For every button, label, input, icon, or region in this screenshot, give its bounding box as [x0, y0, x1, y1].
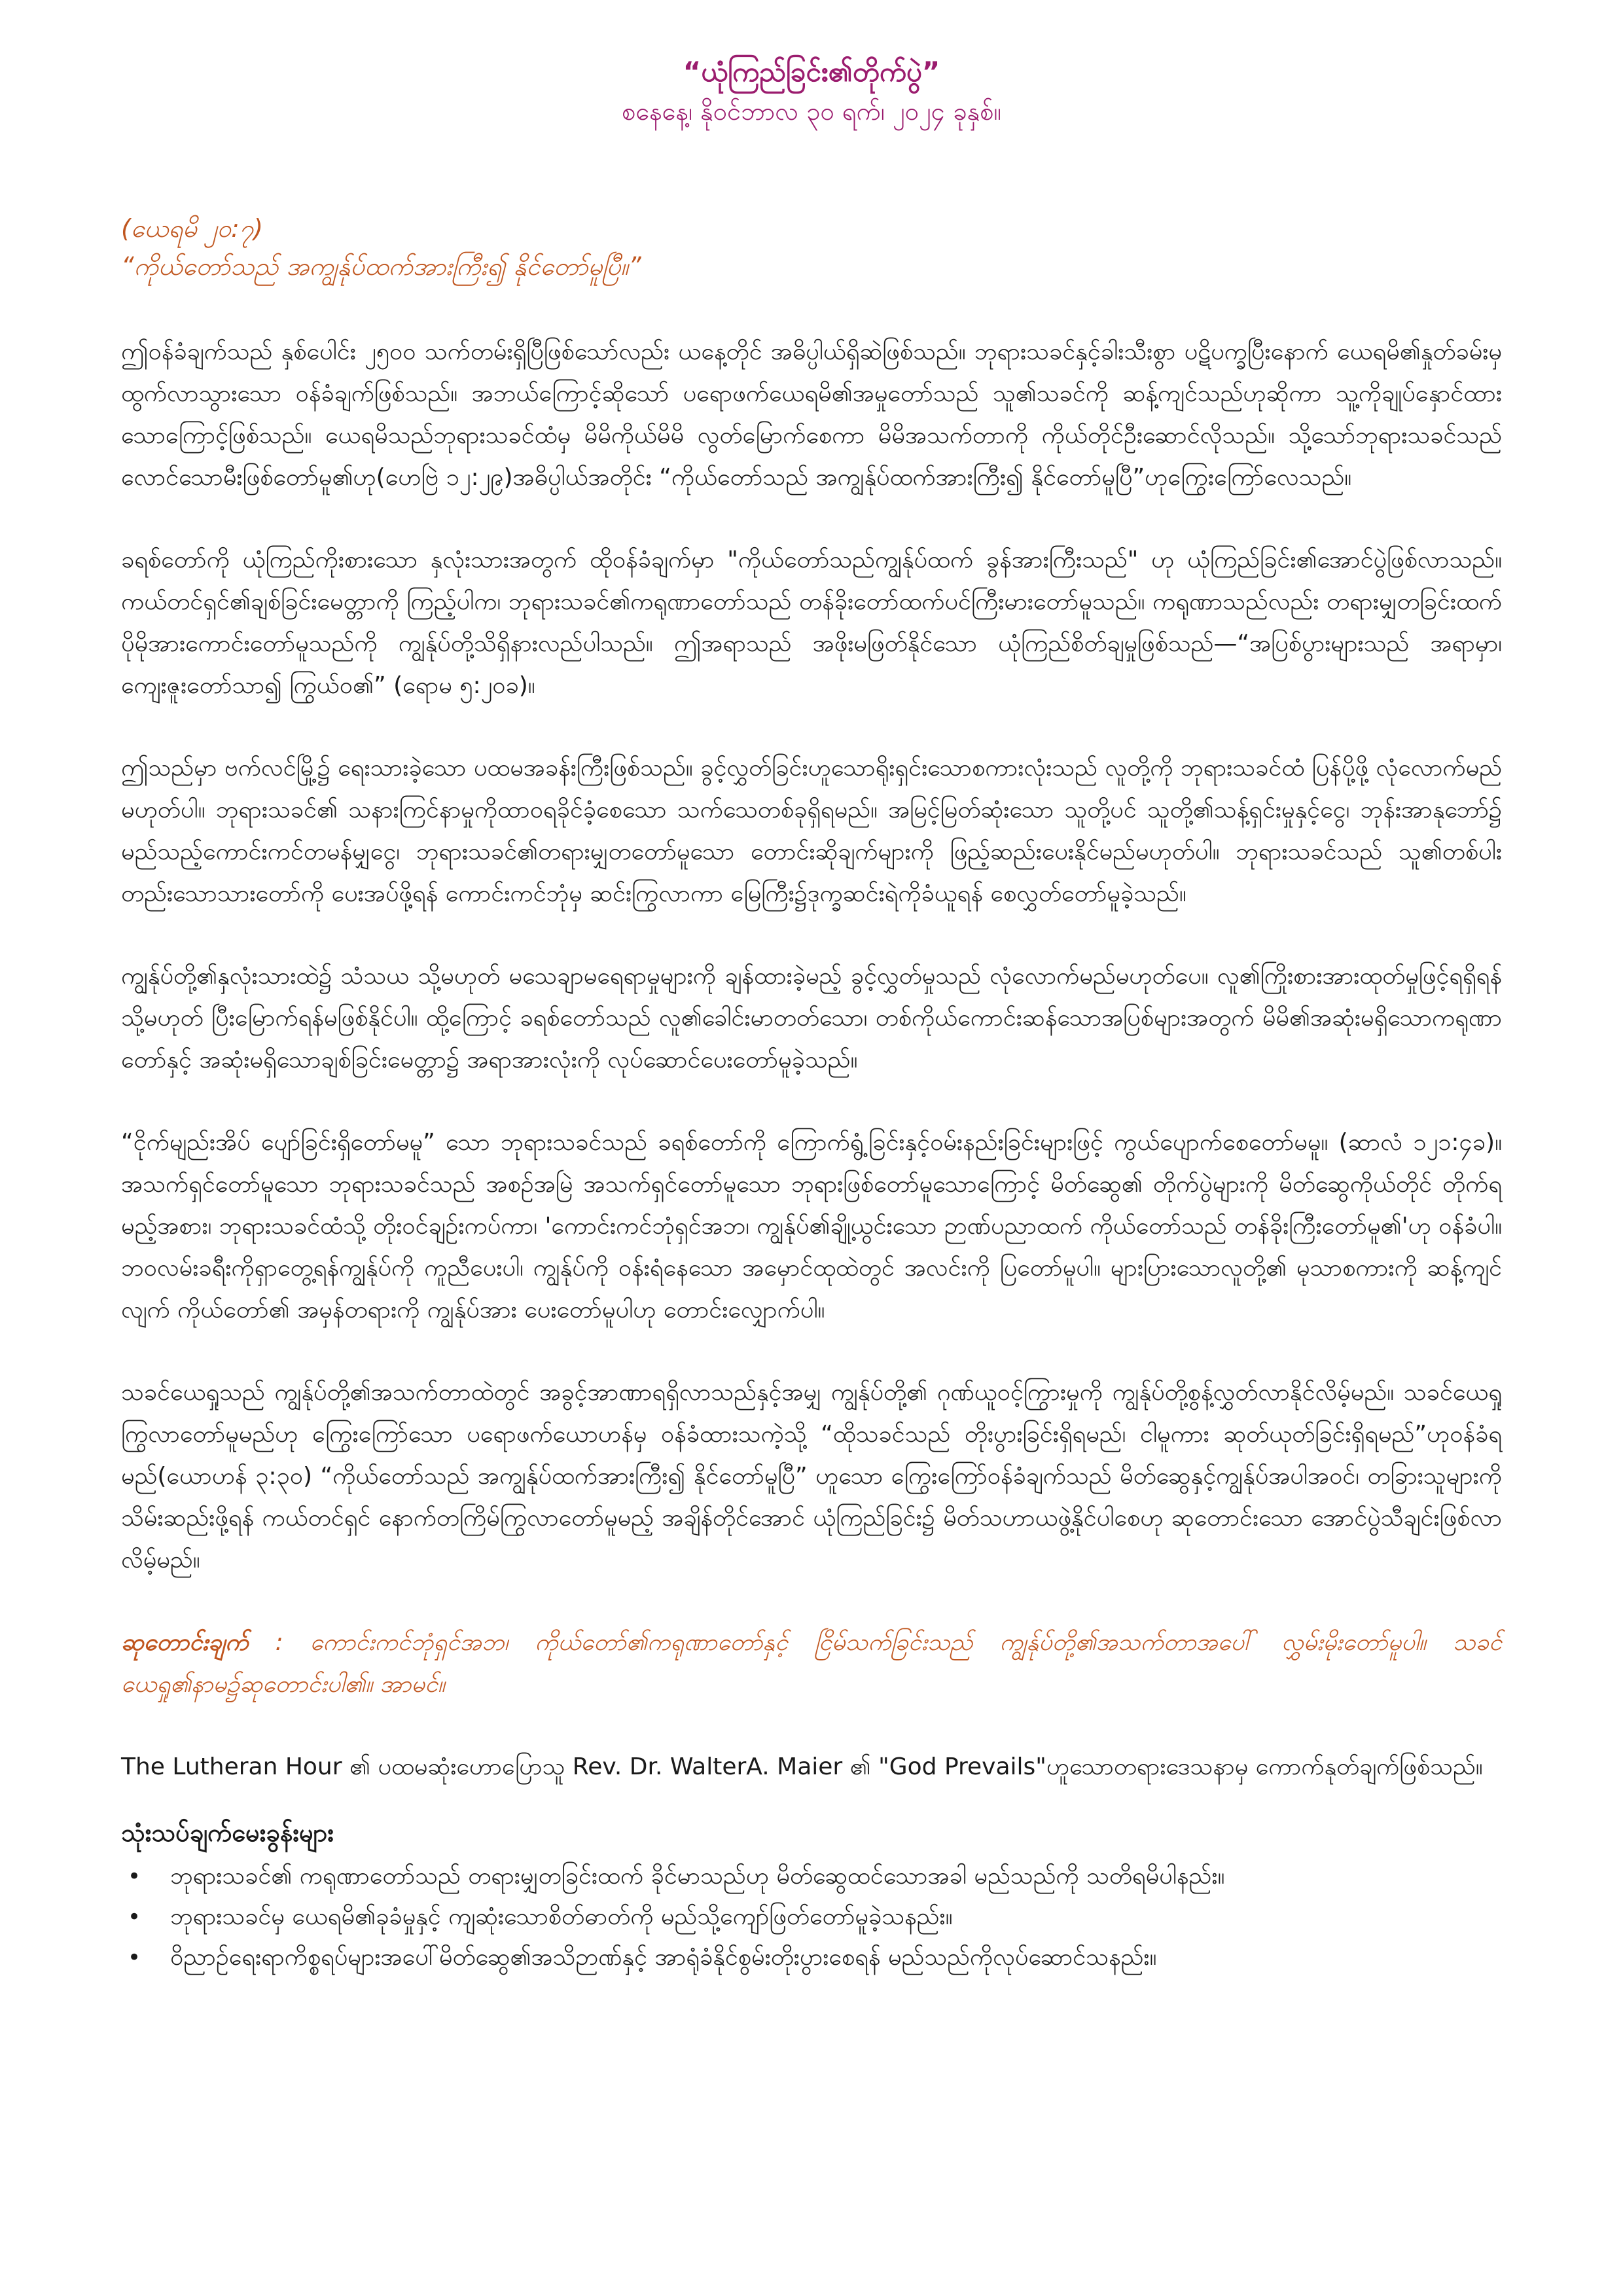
question-text: ဘုရားသခင်၏ ကရုဏာတော်သည် တရားမျှတခြင်းထက် ခိုင်မာသည်ဟု မိတ်ဆွေထင်သောအခါ မည်သည်ကို သတိရမိပါနည်း။: [170, 1863, 1225, 1890]
questions-heading: သုံးသပ်ချက်မေးခွန်းများ: [121, 1818, 334, 1847]
prayer-text: ကောင်းကင်ဘုံရှင်အဘ၊ ကိုယ်တော်၏ကရုဏာတော်နှင့် ငြိမ်သက်ခြင်းသည် ကျွန်ုပ်တို့၏အသက်တာအပေါ် လွှမ်းမိုးတော်မူပါ။ သခင်ယေရှု၏နာမ၌ဆုတောင်းပါ၏။ အာမင်။: [121, 1629, 1503, 1698]
verse-text: “ကိုယ်တော်သည် အကျွန်ုပ်ထက်အားကြီး၍ နိုင်တော်မူပြီ။”: [121, 252, 641, 281]
paragraph-5: “ငိုက်မျည်းအိပ် ပျော်ခြင်းရှိတော်မမူ” သော ဘုရားသခင်သည် ခရစ်တော်ကို ကြောက်ရွံ့ခြင်းနှင့်ဝမ်းနည်းခြင်းများဖြင့် ကွယ်ပျောက်စေတော်မမူ။ (ဆာလံ ၁၂၁:၄ခ)။ အသက်ရှင်တော်မူသော ဘုရားသခင်သည် အစဉ်အမြဲ အသက်ရှင်တော်မူသော ဘုရားဖြစ်တော်မူသောကြောင့် မိတ်ဆွေ၏ တိုက်ပွဲများကို မိတ်ဆွေကိုယ်တိုင် တိုက်ရမည့်အစား၊ ဘုရားသခင်ထံသို့ တိုးဝင်ချဉ်းကပ်ကာ၊ 'ကောင်းကင်ဘုံရှင်အဘ၊ ကျွန်ုပ်၏ချို့ယွင်းသော ဉာဏ်ပညာထက် ကိုယ်တော်သည် တန်ခိုးကြီးတော်မူ၏'ဟု ဝန်ခံပါ။ ဘဝလမ်းခရီးကိုရှာတွေ့ရန်ကျွန်ုပ်ကို ကူညီပေးပါ၊ ကျွန်ုပ်ကို ဝန်းရံနေသော အမှောင်ထုထဲတွင် အလင်းကို ပြတော်မူပါ။ များပြားသောလူတို့၏ မုသာစကားကို ဆန့်ကျင်လျက် ကိုယ်တော်၏ အမှန်တရားကို ကျွန်ုပ်အား ပေးတော်မူပါဟု တောင်းလျှောက်ပါ။: [121, 1129, 1503, 1323]
date-line: စနေနေ့၊ နိုဝင်ဘာလ ၃၀ ရက်၊ ၂၀၂၄ ခုနှစ်။: [621, 97, 1001, 126]
paragraph-3: ဤသည်မှာ ဗက်လင်မြို့၌ ရေးသားခဲ့သော ပထမအခန်းကြီးဖြစ်သည်။ ခွင့်လွှတ်ခြင်းဟူသောရိုးရှင်းသောစကားလုံးသည် လူတို့ကို ဘုရားသခင်ထံ ပြန်ပို့ဖို့ လုံလောက်မည် မဟုတ်ပါ။ ဘုရားသခင်၏ သနားကြင်နာမှုကိုထာဝရခိုင်ခံ့စေသော သက်သေတစ်ခုရှိရမည်။ အမြင့်မြတ်ဆုံးသော သူတို့ပင် သူတို့၏သန့်ရှင်းမှုနှင့်ငွေ၊ ဘုန်းအာနုဘော်၌ မည်သည့်ကောင်းကင်တမန်မျှငွေ၊ ဘုရားသခင်၏တရားမျှတတော်မူသော တောင်းဆိုချက်များကို ဖြည့်ဆည်းပေးနိုင်မည်မဟုတ်ပါ။ ဘုရားသခင်သည် သူ၏တစ်ပါးတည်းသောသားတော်ကို ပေးအပ်ဖို့ရန် ကောင်းကင်ဘုံမှ ဆင်းကြွလာကာ မြေကြီး၌ဒုက္ခဆင်းရဲကိုခံယူရန် စေလွှတ်တော်မူခဲ့သည်။: [121, 755, 1502, 907]
page-title: “ယုံကြည်ခြင်း၏တိုက်ပွဲ”: [683, 56, 940, 88]
prayer-separator: :: [248, 1629, 310, 1656]
list-item: [121, 1897, 1502, 1937]
prayer-block: [121, 1622, 1502, 1706]
document-header: [121, 52, 1502, 131]
bullet-icon: •: [127, 1863, 141, 1890]
paragraph-4: ကျွန်ုပ်တို့၏နှလုံးသားထဲ၌ သံသယ သို့မဟုတ် မသေချာမရေရာမှုများကို ချန်ထားခဲ့မည့် ခွင့်လွှတ်မှုသည် လုံလောက်မည်မဟုတ်ပေ။ လူ၏ကြိုးစားအားထုတ်မှုဖြင့်ရရှိရန် သို့မဟုတ် ပြီးမြောက်ရန်မဖြစ်နိုင်ပါ။ ထို့ကြောင့် ခရစ်တော်သည် လူ၏ခေါင်းမာတတ်သော၊ တစ်ကိုယ်ကောင်းဆန်သောအပြစ်များအတွက် မိမိ၏အဆုံးမရှိသောကရုဏာတော်နှင့် အဆုံးမရှိသောချစ်ခြင်းမေတ္တာ၌ အရာအားလုံးကို လုပ်ဆောင်ပေးတော်မူခဲ့သည်။: [121, 963, 1502, 1073]
paragraph-2: ခရစ်တော်ကို ယုံကြည်ကိုးစားသော နှလုံးသားအတွက် ထိုဝန်ခံချက်မှာ "ကိုယ်တော်သည်ကျွန်ုပ်ထက် ခွန်အားကြီးသည်" ဟု ယုံကြည်ခြင်း၏အောင်ပွဲဖြစ်လာသည်။ ကယ်တင်ရှင်၏ချစ်ခြင်းမေတ္တာကို ကြည့်ပါက၊ ဘုရားသခင်၏ကရုဏာတော်သည် တန်ခိုးတော်ထက်ပင်ကြီးမားတော်မူသည်။ ကရုဏာသည်လည်း တရားမျှတခြင်းထက် ပိုမိုအားကောင်းတော်မူသည်ကို ကျွန်ုပ်တို့သိရှိနားလည်ပါသည်။ ဤအရာသည် အဖိုးမဖြတ်နိုင်သော ယုံကြည်စိတ်ချမှုဖြစ်သည်—“အပြစ်ပွားများသည် အရာမှာ၊ ကျေးဇူးတော်သာ၍ ကြွယ်ဝ၏” (ရောမ ၅:၂၀ခ)။: [121, 547, 1502, 699]
scripture-verse: [121, 209, 1502, 285]
paragraph-6: သခင်ယေရှုသည် ကျွန်ုပ်တို့၏အသက်တာထဲတွင် အခွင့်အာဏာရရှိလာသည်နှင့်အမျှ ကျွန်ုပ်တို့၏ ဂုဏ်ယူဝင့်ကြွားမှုကို ကျွန်ုပ်တို့စွန့်လွှတ်လာနိုင်လိမ့်မည်။ သခင်ယေရှုကြွလာတော်မူမည်ဟု ကြွေးကြော်သော ပရောဖက်ယောဟန်မှ ဝန်ခံထားသကဲ့သို့ “ထိုသခင်သည် တိုးပွားခြင်းရှိရမည်၊ ငါမူကား ဆုတ်ယုတ်ခြင်းရှိရမည်”ဟုဝန်ခံရမည်(ယောဟန် ၃:၃၀) “ကိုယ်တော်သည် အကျွန်ုပ်ထက်အားကြီး၍ နိုင်တော်မူပြီ” ဟူသော ကြွေးကြော်ဝန်ခံချက်သည် မိတ်ဆွေနှင့်ကျွန်ုပ်အပါအဝင်၊ တခြားသူများကို သိမ်းဆည်းဖို့ရန် ကယ်တင်ရှင် နောက်တကြိမ်ကြွလာတော်မူမည့် အချိန်တိုင်အောင် ယုံကြည်ခြင်း၌ မိတ်သဟာယဖွဲ့နိုင်ပါစေဟု ဆုတောင်းသော အောင်ပွဲသီချင်းဖြစ်လာလိမ့်မည်။: [121, 1379, 1502, 1573]
bullet-icon: •: [127, 1945, 141, 1971]
verse-reference: (ယေရမိ ၂၀:၇): [121, 214, 263, 243]
prayer-label: ဆုတောင်းချက်: [121, 1629, 249, 1656]
bullet-icon: •: [127, 1904, 141, 1930]
source-attribution: The Lutheran Hour ၏ ပထမဆုံးဟောပြောသူ Rev. Dr. WalterA. Maier ၏ "God Prevails"ဟူသောတရားဒေသနာမှ ကောက်နုတ်ချက်ဖြစ်သည်။: [121, 1753, 1483, 1780]
list-item: [121, 1856, 1502, 1897]
questions-list: [121, 1856, 1502, 1978]
list-item: [121, 1937, 1502, 1978]
question-text: ဝိညာဉ်ရေးရာကိစ္စရပ်များအပေါ်မိတ်ဆွေ၏အသိဉာဏ်နှင့် အာရုံခံနိုင်စွမ်းတိုးပွားစေရန် မည်သည်ကိုလုပ်ဆောင်သနည်း။: [170, 1944, 1157, 1971]
paragraph-1: ဤဝန်ခံချက်သည် နှစ်ပေါင်း ၂၅၀၀ သက်တမ်းရှိပြီဖြစ်သော်လည်း ယနေ့တိုင် အဓိပ္ပါယ်ရှိဆဲဖြစ်သည်။ ဘုရားသခင်နှင့်ခါးသီးစွာ ပဋိပက္ခပြီးနောက် ယေရမိ၏နှုတ်ခမ်းမှ ထွက်လာသွားသော ဝန်ခံချက်ဖြစ်သည်။ အဘယ်ကြောင့်ဆိုသော် ပရောဖက်ယေရမိ၏အမှုတော်သည် သူ၏သခင်ကို ဆန့်ကျင်သည်ဟုဆိုကာ သူ့ကိုချုပ်နှောင်ထားသောကြောင့်ဖြစ်သည်။ ယေရမိသည်ဘုရားသခင်ထံမှ မိမိကိုယ်မိမိ လွတ်မြောက်စေကာ မိမိအသက်တာကို ကိုယ်တိုင်ဦးဆောင်လိုသည်။ သို့သော်ဘုရားသခင်သည် လောင်သောမီးဖြစ်တော်မူ၏ဟု(ဟေဗြဲ ၁၂:၂၉)အဓိပ္ပါယ်အတိုင်း “ကိုယ်တော်သည် အကျွန်ုပ်ထက်အားကြီး၍ နိုင်တော်မူပြီ”ဟုကြွေးကြော်လေသည်။: [121, 338, 1502, 491]
question-text: ဘုရားသခင်မှ ယေရမိ၏ခုခံမှုနှင့် ကျဆုံးသောစိတ်ဓာတ်ကို မည်သို့ကျော်ဖြတ်တော်မူခဲ့သနည်း။: [170, 1903, 953, 1930]
